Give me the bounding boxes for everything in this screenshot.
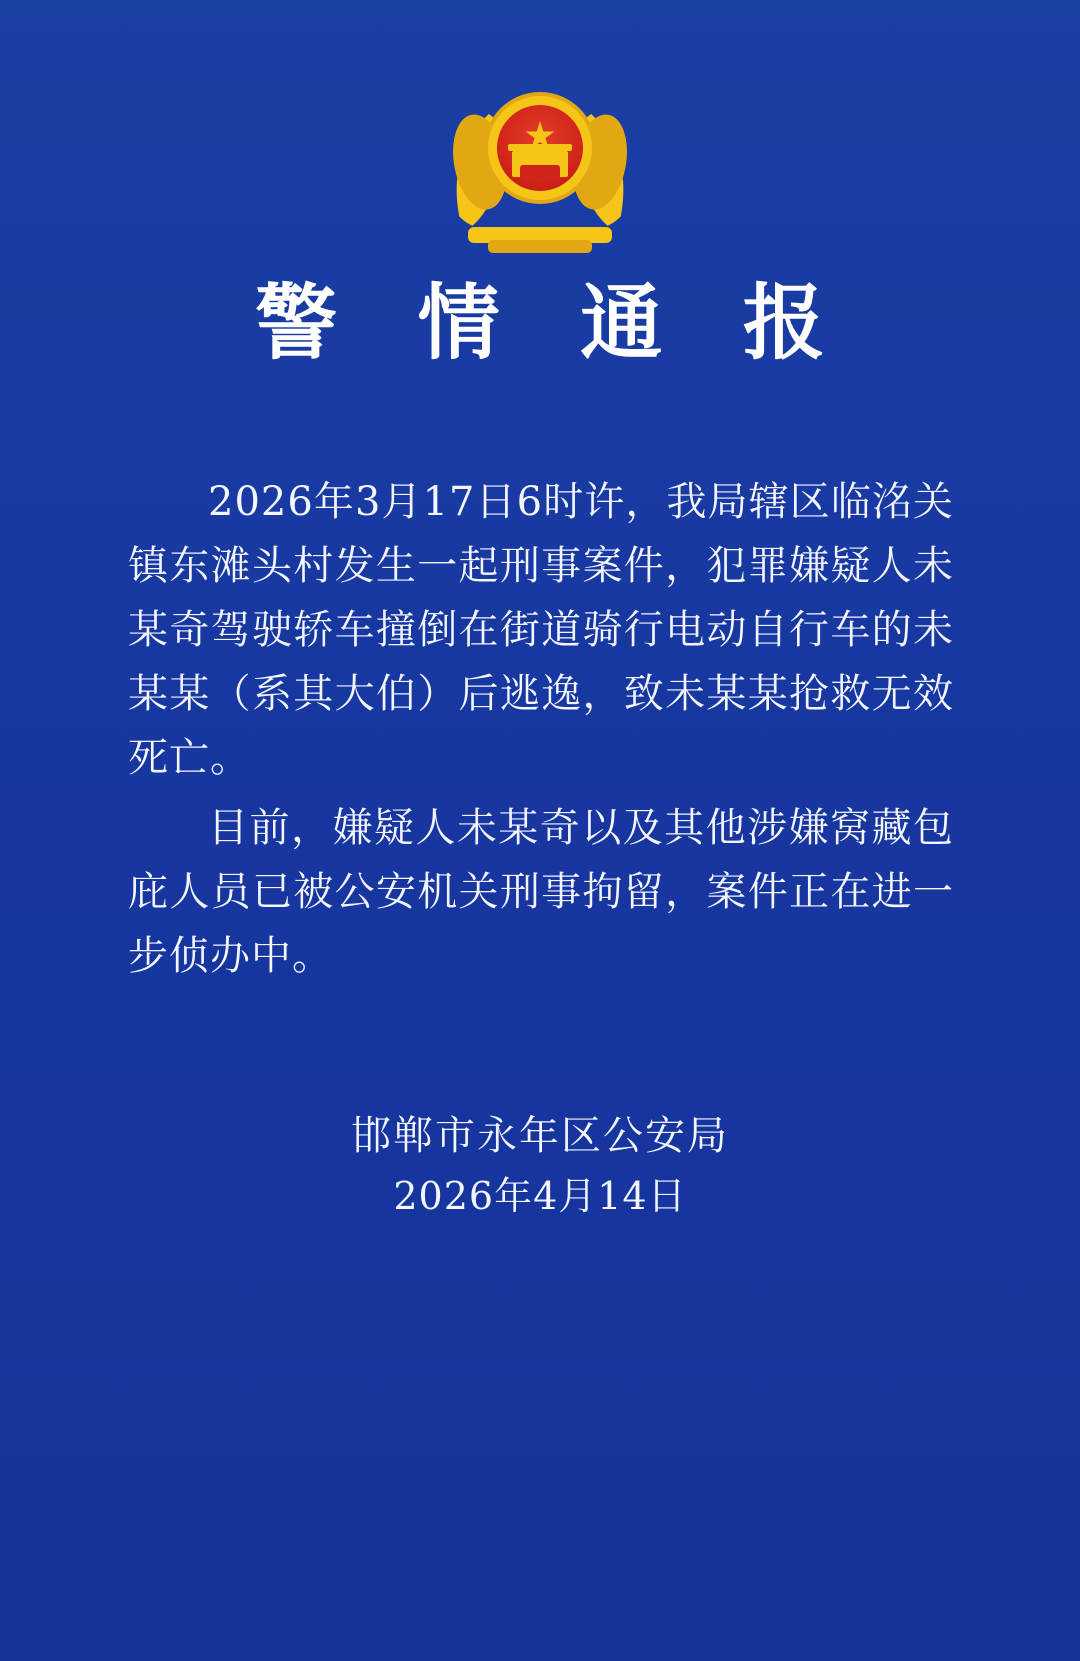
signature-block — [0, 1105, 1080, 1225]
emblem-shield-icon — [488, 96, 592, 200]
emblem-container — [0, 88, 1080, 253]
notice-paragraph: 目前，嫌疑人未某奇以及其他涉嫌窝藏包庇人员已被公安机关刑事拘留，案件正在进一步侦办中。 — [128, 805, 954, 979]
notice-paragraph: 2026年3月17日6时许，我局辖区临洺关镇东滩头村发生一起刑事案件，犯罪嫌疑人未某奇驾驶轿车撞倒在街道骑行电动自行车的未某某（系其大伯）后逃逸，致未某某抢救无效死亡。 — [128, 479, 954, 781]
notice-body — [128, 470, 954, 994]
page-title: 警 情 通 报 — [255, 275, 851, 371]
issue-date: 2026年4月14日 — [393, 1174, 687, 1218]
emblem-base-lower-icon — [488, 240, 592, 253]
emblem-shield-inner-icon — [497, 105, 583, 191]
issuing-organization: 邯郸市永年区公安局 — [351, 1113, 729, 1159]
china-police-emblem-icon — [440, 88, 640, 253]
emblem-tiananmen-icon — [512, 151, 568, 177]
